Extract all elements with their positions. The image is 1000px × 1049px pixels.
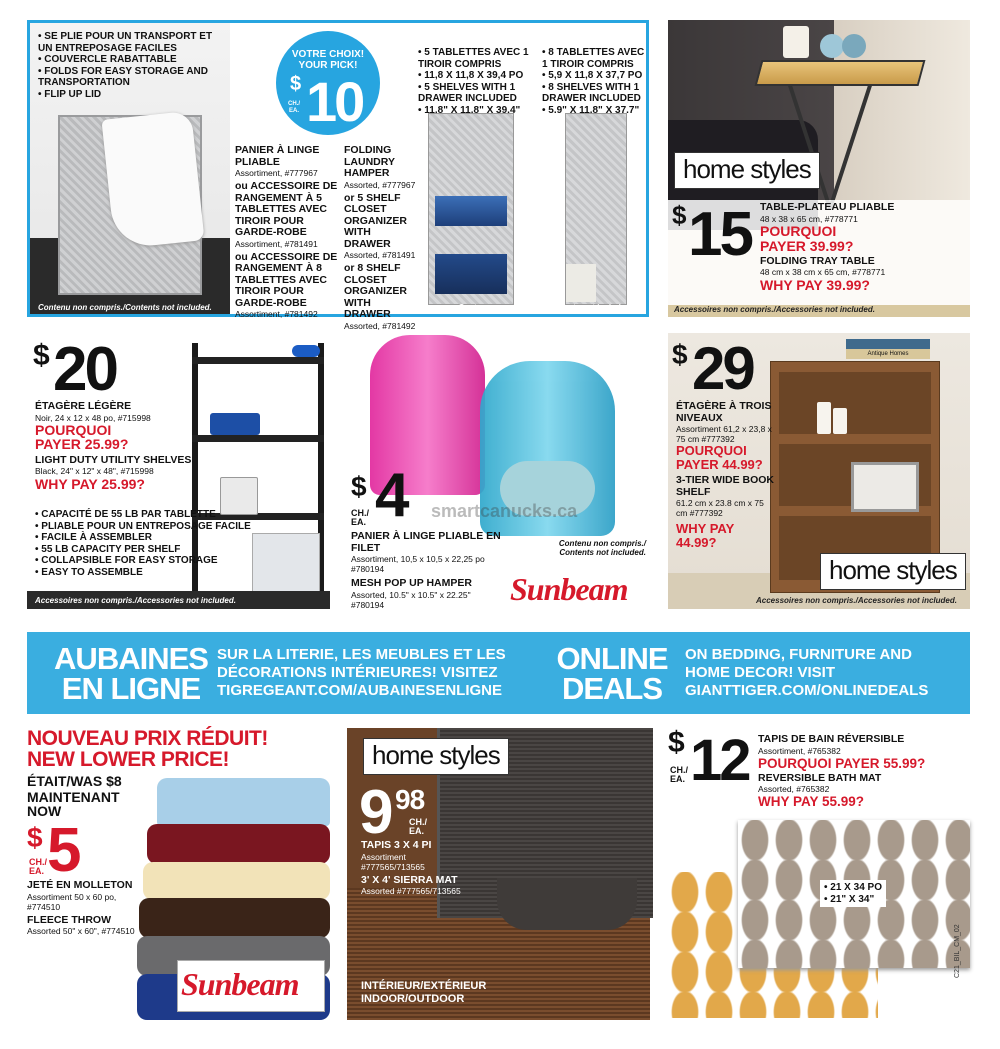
shelves-info: ÉTAGÈRE LÉGÈRE Noir, 24 x 12 x 48 po, #715998 POURQUOI PAYER 25.99? LIGHT DUTY UTILITY SHELVES Black, 24" x 12" x 48", #715998 WHY PAY 25.99? xyxy=(35,400,192,492)
hamper-col-fr: PANIER À LINGE PLIABLE Assortiment, #777967 ou ACCESSOIRE DE RANGEMENT À 5 TABLETTES AVEC TIROIR POUR GARDE-ROBE Assortiment, #781491 ou ACCESSOIRE DE RANGEMENT À 8 TABLETTES AVEC TIROIR POUR GARDE-ROBE Assortiment, #781492 xyxy=(235,144,338,319)
eight-shelf-photo xyxy=(565,113,627,305)
mesh-caption: Contenu non compris./ Contents not included. xyxy=(558,539,646,557)
shelves-panel xyxy=(27,333,330,609)
shelves-dollar: $ xyxy=(33,339,50,372)
banner-en-big: ONLINE DEALS xyxy=(556,641,668,706)
throw-dollar: $ xyxy=(27,822,43,853)
book-title: Antique Homes xyxy=(846,349,930,359)
mat-price-cents: 98 xyxy=(395,784,425,815)
five-shelf-photo xyxy=(428,113,514,305)
tray-panel: home styles $ 15 TABLE-PLATEAU PLIABLE 48 x 38 x 65 cm, #778771 POURQUOI PAYER 39.99? FOLDING TRAY TABLE 48 cm x 38 cm x 65 cm, #778771 WHY PAY 39.99? Accessoires non compris./Accessories not included. xyxy=(668,20,970,317)
watermark: smartcanucks.ca xyxy=(431,501,578,521)
bookshelf-info: ÉTAGÈRE À TROIS NIVEAUX Assortiment 61,2 x 23,8 x 75 cm #777392 POURQUOI PAYER 44.99? 3-TIER WIDE BOOK SHELF 61.2 cm x 23.8 cm x 75 cm #777392 WHY PAY 44.99? xyxy=(676,400,775,550)
hamper-caption-left: Contenu non compris./Contents not included. xyxy=(38,303,212,312)
bathmat-dollar: $ xyxy=(668,726,685,759)
mat-panel xyxy=(347,728,650,1020)
mat-brand-logo: home styles xyxy=(363,738,509,775)
bathmat-price: 12 xyxy=(690,728,749,793)
eight-shelf-specs: • 8 TABLETTES AVEC 1 TIROIR COMPRIS • 5,9 X 11,8 X 37,7 PO • 8 SHELVES WITH 1 DRAWER INCLUDED • 5.9" X 11.8" X 37.7" xyxy=(542,47,646,116)
bookshelf-dollar: $ xyxy=(672,339,688,370)
throw-headline: NOUVEAU PRIX RÉDUIT! NEW LOWER PRICE! xyxy=(27,727,268,771)
throw-sunbeam-logo: Sunbeam xyxy=(181,966,299,1002)
tray-dollar: $ xyxy=(672,200,687,230)
bookshelf-brand-logo: home styles xyxy=(820,553,966,590)
tray-caption: Accessoires non compris./Accessories not included. xyxy=(674,305,875,314)
price-badge: VOTRE CHOIX! YOUR PICK! $ 10 CH./ EA. xyxy=(276,31,380,135)
bookshelf-price: 29 xyxy=(692,335,753,402)
bookshelf-panel xyxy=(668,333,970,609)
shelves-caption: Accessoires non compris./Accessories not included. xyxy=(35,596,236,605)
mesh-sunbeam-logo: Sunbeam xyxy=(510,571,628,607)
shelves-price: 20 xyxy=(53,335,116,404)
mat-price-main: 9 xyxy=(359,778,391,847)
tray-price: 15 xyxy=(688,200,751,269)
mesh-info: PANIER À LINGE PLIABLE EN FILET Assortiment, 10,5 x 10,5 x 22,25 po #780194 MESH POP UP HAMPER Assorted, 10.5" x 10.5" x 22.25" #780194 xyxy=(351,530,501,610)
banner-en-small[interactable]: ON BEDDING, FURNITURE AND HOME DECOR! VISIT GIANTTIGER.COM/ONLINEDEALS xyxy=(685,646,929,699)
banner-fr-big: AUBAINES EN LIGNE xyxy=(54,641,208,706)
throw-now: MAINTENANT NOW xyxy=(27,789,120,819)
mat-footer: INTÉRIEUR/EXTÉRIEUR INDOOR/OUTDOOR xyxy=(361,980,487,1005)
hamper-col-en: FOLDING LAUNDRY HAMPER Assorted, #777967 or 5 SHELF CLOSET ORGANIZER WITH DRAWER Assorted, #781491 or 8 SHELF CLOSET ORGANIZER WITH DRAWER Assorted, #781492 xyxy=(344,144,416,331)
bathmat-panel xyxy=(668,728,980,1028)
throw-info: JETÉ EN MOLLETON Assortiment 50 x 60 po, #774510 FLEECE THROW Assorted 50" x 60", #774510 xyxy=(27,879,135,936)
shelves-features: • CAPACITÉ DE 55 LB PAR TABLETTE • PLIABLE POUR UN ENTREPOSAGE FACILE • FACILE À ASSEMBLER • 55 LB CAPACITY PER SHELF • COLLAPSIBLE FOR EASY STORAGE • EASY TO ASSEMBLE xyxy=(35,509,265,578)
bathmat-unit: CH./ EA. xyxy=(670,765,688,784)
five-shelf-specs: • 5 TABLETTES AVEC 1 TIROIR COMPRIS • 11,8 X 11,8 X 39,4 PO • 5 SHELVES WITH 1 DRAWER INCLUDED • 11.8" X 11.8" X 39.4" xyxy=(418,47,538,116)
tray-top xyxy=(755,60,926,86)
mesh-panel xyxy=(345,333,650,609)
banner-fr-small: SUR LA LITERIE, LES MEUBLES ET LES DÉCORATIONS INTÉRIEURES! VISITEZ TIGREGEANT.COM/AUBAINESENLIGNE xyxy=(217,646,506,699)
hamper-caption-right: Contenu non compris./Contents not included. xyxy=(458,303,632,312)
ad-code: C21_BIL_CM_02 xyxy=(954,924,961,978)
throw-unit: CH./ EA. xyxy=(29,857,47,876)
throw-panel xyxy=(27,728,330,1020)
bookshelf-caption: Accessoires non compris./Accessories not included. xyxy=(756,596,957,605)
mesh-unit: CH./ EA. xyxy=(351,508,369,527)
mat-unit: CH./ EA. xyxy=(409,817,427,836)
mesh-dollar: $ xyxy=(351,471,367,502)
bathmat-info: TAPIS DE BAIN RÉVERSIBLE Assortiment, #765382 POURQUOI PAYER 55.99? REVERSIBLE BATH MAT Assorted, #765382 WHY PAY 55.99? xyxy=(758,733,926,809)
mat-info: TAPIS 3 X 4 PI Assortiment #777565/713565 3' X 4' SIERRA MAT Assorted #777565/713565 xyxy=(361,839,461,896)
bathmat-sizes: • 21 X 34 PO • 21" X 34" xyxy=(820,880,886,907)
throw-price: 5 xyxy=(47,816,79,885)
mesh-price: 4 xyxy=(375,461,407,530)
throw-was: ÉTAIT/WAS $8 xyxy=(27,773,122,789)
tray-brand-logo: home styles xyxy=(674,152,820,189)
hamper-panel xyxy=(27,20,649,331)
hamper-features: • SE PLIE POUR UN TRANSPORT ET UN ENTREPOSAGE FACILES • COUVERCLE RABATTABLE • FOLDS FOR EASY STORAGE AND TRANSPORTATION • FLIP UP LID xyxy=(38,31,228,100)
online-deals-banner xyxy=(27,632,970,714)
